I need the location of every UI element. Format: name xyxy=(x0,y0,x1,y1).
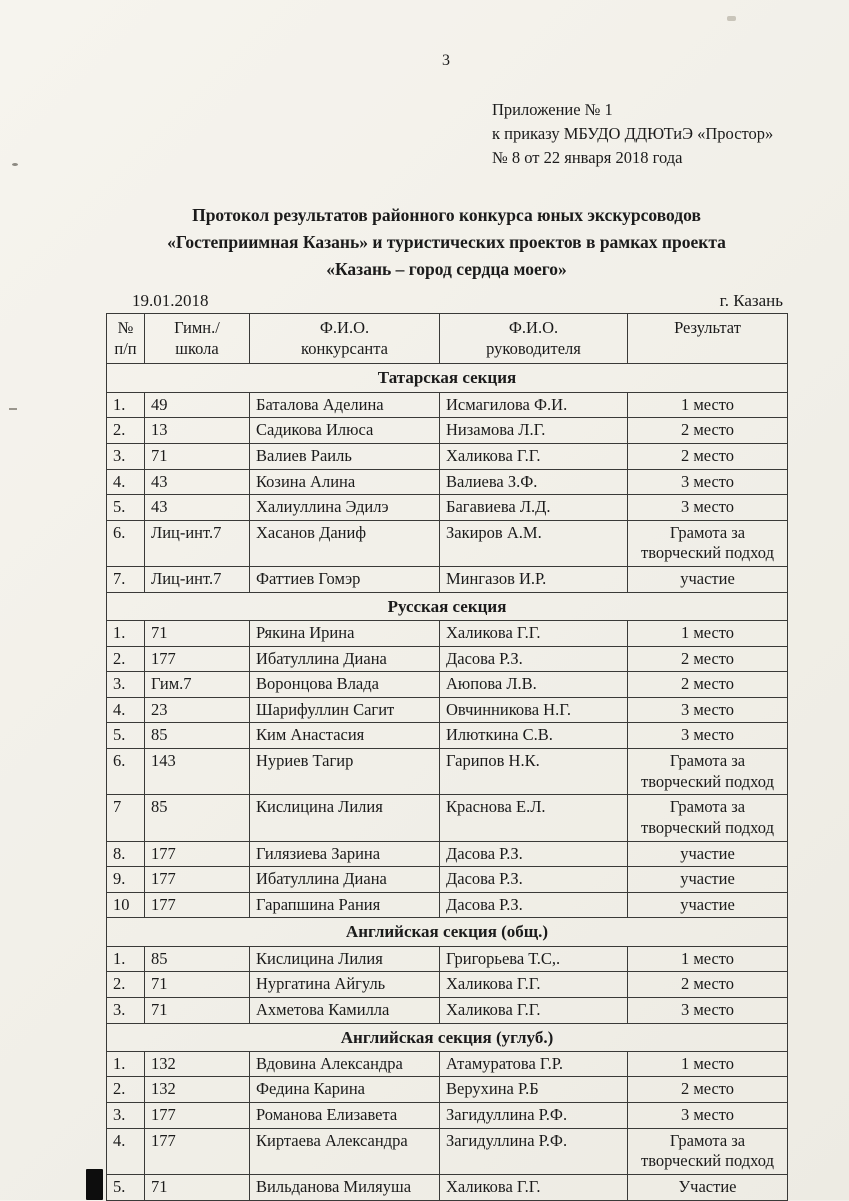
school-cell: Лиц-инт.7 xyxy=(145,567,250,593)
school-cell: 177 xyxy=(145,841,250,867)
school-cell: 71 xyxy=(145,997,250,1023)
contestant-cell: Федина Карина xyxy=(250,1077,440,1103)
result-cell: 2 место xyxy=(628,1077,788,1103)
leader-cell: Закиров А.М. xyxy=(440,520,628,566)
school-cell: 49 xyxy=(145,392,250,418)
section-header-row xyxy=(107,1023,788,1051)
row-number-cell: 10 xyxy=(107,892,145,918)
row-number-cell: 4. xyxy=(107,697,145,723)
result-cell: 2 место xyxy=(628,443,788,469)
leader-cell: Илюткина С.В. xyxy=(440,723,628,749)
table-row xyxy=(107,1128,788,1174)
school-cell: 177 xyxy=(145,892,250,918)
school-cell: 132 xyxy=(145,1077,250,1103)
contestant-cell: Воронцова Влада xyxy=(250,672,440,698)
contestant-cell: Нуриев Тагир xyxy=(250,749,440,795)
document-title xyxy=(106,202,787,283)
contestant-cell: Кислицина Лилия xyxy=(250,795,440,841)
result-cell: 3 место xyxy=(628,469,788,495)
col-header-leader: Ф.И.О. руководителя xyxy=(440,314,628,364)
row-number-cell: 2. xyxy=(107,972,145,998)
scan-artifact-speck xyxy=(12,163,18,166)
table-row xyxy=(107,469,788,495)
leader-cell: Исмагилова Ф.И. xyxy=(440,392,628,418)
school-cell: 43 xyxy=(145,469,250,495)
table-row xyxy=(107,867,788,893)
contestant-cell: Нургатина Айгуль xyxy=(250,972,440,998)
col-header-contestant: Ф.И.О. конкурсанта xyxy=(250,314,440,364)
row-number-cell: 8. xyxy=(107,841,145,867)
result-cell: 2 место xyxy=(628,672,788,698)
table-row xyxy=(107,697,788,723)
section-title: Татарская секция xyxy=(107,364,788,392)
contestant-cell: Баталова Аделина xyxy=(250,392,440,418)
section-header-row xyxy=(107,364,788,392)
leader-cell: Халикова Г.Г. xyxy=(440,1174,628,1200)
section-title: Английская секция (общ.) xyxy=(107,918,788,946)
leader-cell: Дасова Р.З. xyxy=(440,867,628,893)
title-line: «Казань – город сердца моего» xyxy=(326,259,567,280)
leader-cell: Мингазов И.Р. xyxy=(440,567,628,593)
title-line: «Гостеприимная Казань» и туристических проектов в рамках проекта xyxy=(167,231,726,252)
section-title: Английская секция (углуб.) xyxy=(107,1023,788,1051)
row-number-cell: 9. xyxy=(107,867,145,893)
results-table-header xyxy=(107,314,788,364)
row-number-cell: 6. xyxy=(107,749,145,795)
row-number-cell: 2. xyxy=(107,1077,145,1103)
school-cell: 43 xyxy=(145,495,250,521)
result-cell: 3 место xyxy=(628,697,788,723)
col-header-result: Результат xyxy=(628,314,788,364)
scan-artifact-bar xyxy=(86,1169,103,1200)
result-cell: Грамота за творческий подход xyxy=(628,749,788,795)
row-number-cell: 5. xyxy=(107,1174,145,1200)
table-row xyxy=(107,997,788,1023)
row-number-cell: 6. xyxy=(107,520,145,566)
contestant-cell: Вильданова Миляуша xyxy=(250,1174,440,1200)
table-row xyxy=(107,723,788,749)
result-cell: 1 место xyxy=(628,1051,788,1077)
contestant-cell: Романова Елизавета xyxy=(250,1103,440,1129)
leader-cell: Атамуратова Г.Р. xyxy=(440,1051,628,1077)
title-line: Протокол результатов районного конкурса юных экскурсоводов xyxy=(192,204,701,225)
result-cell: 2 место xyxy=(628,972,788,998)
table-row xyxy=(107,646,788,672)
leader-cell: Григорьева Т.С,. xyxy=(440,946,628,972)
contestant-cell: Гилязиева Зарина xyxy=(250,841,440,867)
col-header-school: Гимн./ школа xyxy=(145,314,250,364)
school-cell: 71 xyxy=(145,972,250,998)
table-row xyxy=(107,1174,788,1200)
result-cell: участие xyxy=(628,567,788,593)
leader-cell: Загидуллина Р.Ф. xyxy=(440,1128,628,1174)
row-number-cell: 1. xyxy=(107,1051,145,1077)
school-cell: 143 xyxy=(145,749,250,795)
school-cell: 177 xyxy=(145,1128,250,1174)
leader-cell: Багавиева Л.Д. xyxy=(440,495,628,521)
section-header-row xyxy=(107,918,788,946)
contestant-cell: Киртаева Александра xyxy=(250,1128,440,1174)
leader-cell: Дасова Р.З. xyxy=(440,841,628,867)
leader-cell: Дасова Р.З. xyxy=(440,892,628,918)
result-cell: Участие xyxy=(628,1174,788,1200)
school-cell: 85 xyxy=(145,723,250,749)
leader-cell: Аюпова Л.В. xyxy=(440,672,628,698)
row-number-cell: 3. xyxy=(107,443,145,469)
contestant-cell: Валиев Раиль xyxy=(250,443,440,469)
row-number-cell: 4. xyxy=(107,1128,145,1174)
table-row xyxy=(107,841,788,867)
contestant-cell: Садикова Илюса xyxy=(250,418,440,444)
section-title: Русская секция xyxy=(107,592,788,620)
result-cell: 1 место xyxy=(628,620,788,646)
table-row xyxy=(107,418,788,444)
contestant-cell: Халиуллина Эдилэ xyxy=(250,495,440,521)
contestant-cell: Гарапшина Рания xyxy=(250,892,440,918)
school-cell: Гим.7 xyxy=(145,672,250,698)
result-cell: Грамота за творческий подход xyxy=(628,795,788,841)
contestant-cell: Ким Анастасия xyxy=(250,723,440,749)
result-cell: Грамота за творческий подход xyxy=(628,1128,788,1174)
school-cell: 177 xyxy=(145,1103,250,1129)
contestant-cell: Вдовина Александра xyxy=(250,1051,440,1077)
table-row xyxy=(107,567,788,593)
school-cell: 177 xyxy=(145,646,250,672)
school-cell: 85 xyxy=(145,795,250,841)
table-row xyxy=(107,495,788,521)
school-cell: 177 xyxy=(145,867,250,893)
school-cell: 71 xyxy=(145,1174,250,1200)
contestant-cell: Козина Алина xyxy=(250,469,440,495)
date-city-line xyxy=(106,291,787,311)
row-number-cell: 7. xyxy=(107,567,145,593)
school-cell: 132 xyxy=(145,1051,250,1077)
document-city: г. Казань xyxy=(719,291,783,311)
contestant-cell: Ибатуллина Диана xyxy=(250,646,440,672)
section-header-row xyxy=(107,592,788,620)
table-row xyxy=(107,946,788,972)
result-cell: участие xyxy=(628,841,788,867)
leader-cell: Краснова Е.Л. xyxy=(440,795,628,841)
contestant-cell: Ахметова Камилла xyxy=(250,997,440,1023)
row-number-cell: 7 xyxy=(107,795,145,841)
table-row xyxy=(107,749,788,795)
result-cell: 2 место xyxy=(628,418,788,444)
document-page xyxy=(106,0,787,1201)
table-row xyxy=(107,392,788,418)
leader-cell: Халикова Г.Г. xyxy=(440,620,628,646)
school-cell: 71 xyxy=(145,443,250,469)
header-row xyxy=(107,314,788,364)
document-date: 19.01.2018 xyxy=(132,291,209,311)
table-row xyxy=(107,972,788,998)
row-number-cell: 4. xyxy=(107,469,145,495)
contestant-cell: Рякина Ирина xyxy=(250,620,440,646)
table-row xyxy=(107,620,788,646)
school-cell: 85 xyxy=(145,946,250,972)
result-cell: 3 место xyxy=(628,1103,788,1129)
result-cell: 2 место xyxy=(628,646,788,672)
contestant-cell: Кислицина Лилия xyxy=(250,946,440,972)
leader-cell: Дасова Р.З. xyxy=(440,646,628,672)
leader-cell: Загидуллина Р.Ф. xyxy=(440,1103,628,1129)
scan-artifact-speck xyxy=(9,408,17,410)
leader-cell: Гарипов Н.К. xyxy=(440,749,628,795)
result-cell: 1 место xyxy=(628,946,788,972)
contestant-cell: Фаттиев Гомэр xyxy=(250,567,440,593)
table-row xyxy=(107,1103,788,1129)
school-cell: 23 xyxy=(145,697,250,723)
leader-cell: Халикова Г.Г. xyxy=(440,972,628,998)
table-row xyxy=(107,1051,788,1077)
row-number-cell: 2. xyxy=(107,418,145,444)
result-cell: Грамота за творческий подход xyxy=(628,520,788,566)
header-line: Приложение № 1 xyxy=(492,100,613,119)
results-table-body xyxy=(107,364,788,1200)
table-row xyxy=(107,672,788,698)
result-cell: 3 место xyxy=(628,495,788,521)
row-number-cell: 2. xyxy=(107,646,145,672)
contestant-cell: Хасанов Даниф xyxy=(250,520,440,566)
row-number-cell: 5. xyxy=(107,495,145,521)
document-header-block xyxy=(492,98,792,170)
row-number-cell: 5. xyxy=(107,723,145,749)
result-cell: участие xyxy=(628,892,788,918)
result-cell: 1 место xyxy=(628,392,788,418)
table-row xyxy=(107,520,788,566)
school-cell: 71 xyxy=(145,620,250,646)
col-header-num: № п/п xyxy=(107,314,145,364)
result-cell: участие xyxy=(628,867,788,893)
leader-cell: Низамова Л.Г. xyxy=(440,418,628,444)
table-row xyxy=(107,1077,788,1103)
table-row xyxy=(107,795,788,841)
school-cell: 13 xyxy=(145,418,250,444)
row-number-cell: 1. xyxy=(107,392,145,418)
leader-cell: Халикова Г.Г. xyxy=(440,443,628,469)
leader-cell: Верухина Р.Б xyxy=(440,1077,628,1103)
header-line: № 8 от 22 января 2018 года xyxy=(492,147,683,167)
row-number-cell: 3. xyxy=(107,1103,145,1129)
header-line: к приказу МБУДО ДДЮТиЭ «Простор» xyxy=(492,123,774,143)
result-cell: 3 место xyxy=(628,723,788,749)
leader-cell: Валиева З.Ф. xyxy=(440,469,628,495)
row-number-cell: 3. xyxy=(107,672,145,698)
leader-cell: Овчинникова Н.Г. xyxy=(440,697,628,723)
results-table xyxy=(106,313,788,1200)
row-number-cell: 1. xyxy=(107,946,145,972)
result-cell: 3 место xyxy=(628,997,788,1023)
table-row xyxy=(107,892,788,918)
contestant-cell: Ибатуллина Диана xyxy=(250,867,440,893)
table-row xyxy=(107,443,788,469)
row-number-cell: 1. xyxy=(107,620,145,646)
leader-cell: Халикова Г.Г. xyxy=(440,997,628,1023)
page-number: 3 xyxy=(442,52,451,69)
school-cell: Лиц-инт.7 xyxy=(145,520,250,566)
row-number-cell: 3. xyxy=(107,997,145,1023)
scan-artifact-speck xyxy=(727,16,736,21)
contestant-cell: Шарифуллин Сагит xyxy=(250,697,440,723)
